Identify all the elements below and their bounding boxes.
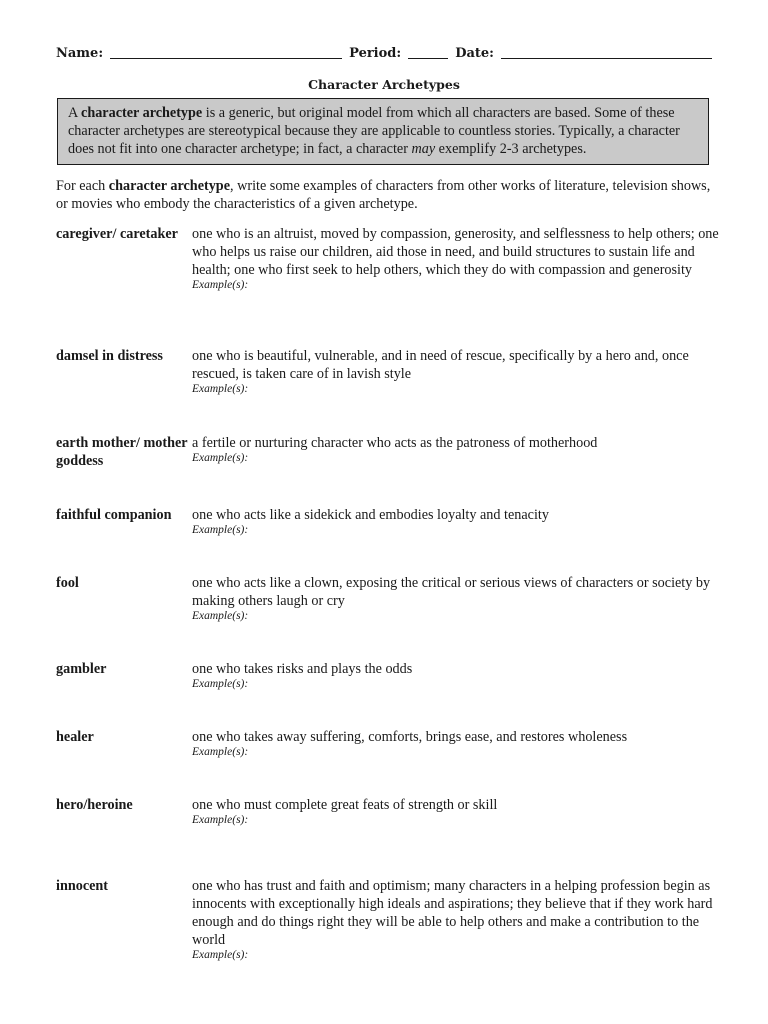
definition-text-2: is a generic, but original model from which all characters are based. Some of these character archetypes are stereotypical because they are applicable to countless stories. Typically, a character does not fit into one character archetype; in fact, a character (68, 105, 680, 157)
example-label: Example(s): (192, 678, 249, 690)
example-label: Example(s): (192, 452, 249, 464)
archetype-body (192, 796, 724, 827)
definition-box (57, 98, 709, 165)
archetype-body (192, 225, 724, 292)
instructions-text-2: , write some examples of characters from other works of literature, television shows, or movies who embody the characteristics of a given archetype. (56, 178, 711, 212)
archetype-term: fool (56, 575, 79, 591)
archetype-term: hero/heroine (56, 797, 133, 813)
archetype-body (192, 506, 724, 537)
example-label: Example(s): (192, 383, 249, 395)
example-label: Example(s): (192, 814, 249, 826)
archetype-description: a fertile or nurturing character who acts as the patroness of motherhood (192, 435, 598, 451)
archetype-description: one who has trust and faith and optimism; many characters in a helping profession begin as innocents with exceptionally high ideals and aspirations; they believe that if they work hard enough and do things right they will be able to help others and make a contribution to the world (192, 878, 713, 948)
instructions-term: character archetype (108, 178, 230, 194)
archetype-term: healer (56, 729, 94, 745)
page-title: Character Archetypes (308, 77, 460, 92)
definition-text-1: A (68, 105, 82, 121)
instructions (56, 177, 716, 213)
archetype-body (192, 347, 724, 396)
period-label: Period: (349, 46, 402, 61)
date-label: Date: (455, 46, 494, 61)
archetype-term: damsel in distress (56, 348, 163, 364)
name-blank[interactable] (110, 46, 342, 59)
definition-term: character archetype (81, 105, 203, 121)
archetype-body (192, 434, 724, 465)
example-label: Example(s): (192, 949, 249, 961)
archetype-term: caregiver/ caretaker (56, 226, 178, 242)
archetype-term: faithful companion (56, 507, 172, 523)
period-blank[interactable] (408, 46, 448, 59)
archetype-description: one who must complete great feats of strength or skill (192, 797, 498, 813)
archetype-body (192, 660, 724, 691)
example-label: Example(s): (192, 610, 249, 622)
archetype-description: one who is beautiful, vulnerable, and in need of rescue, specifically by a hero and, once rescued, is taken care of in lavish style (192, 348, 689, 382)
archetype-description: one who takes risks and plays the odds (192, 661, 413, 677)
archetype-description: one who acts like a sidekick and embodies loyalty and tenacity (192, 507, 549, 523)
archetype-body (192, 877, 724, 962)
example-label: Example(s): (192, 746, 249, 758)
name-label: Name: (56, 46, 104, 61)
worksheet-header (56, 46, 712, 61)
archetype-description: one who acts like a clown, exposing the critical or serious views of characters or society by making others laugh or cry (192, 575, 711, 609)
archetype-description: one who takes away suffering, comforts, brings ease, and restores wholeness (192, 729, 628, 745)
instructions-text-1: For each (56, 178, 109, 194)
example-label: Example(s): (192, 279, 249, 291)
date-blank[interactable] (501, 46, 712, 59)
definition-emphasis: may (411, 141, 436, 157)
archetype-term: innocent (56, 878, 109, 894)
archetype-description: one who is an altruist, moved by compassion, generosity, and selflessness to help others; one who helps us raise our children, aid those in need, and build structures to sustain life and health; one who first seek to help others, which they do with compassion and generosity (192, 226, 719, 278)
example-label: Example(s): (192, 524, 249, 536)
archetype-term: gambler (56, 661, 107, 677)
archetype-body (192, 574, 724, 623)
archetype-term: earth mother/ mother goddess (56, 435, 188, 469)
definition-text-3: exemplify 2-3 archetypes. (435, 141, 587, 157)
archetype-body (192, 728, 724, 759)
